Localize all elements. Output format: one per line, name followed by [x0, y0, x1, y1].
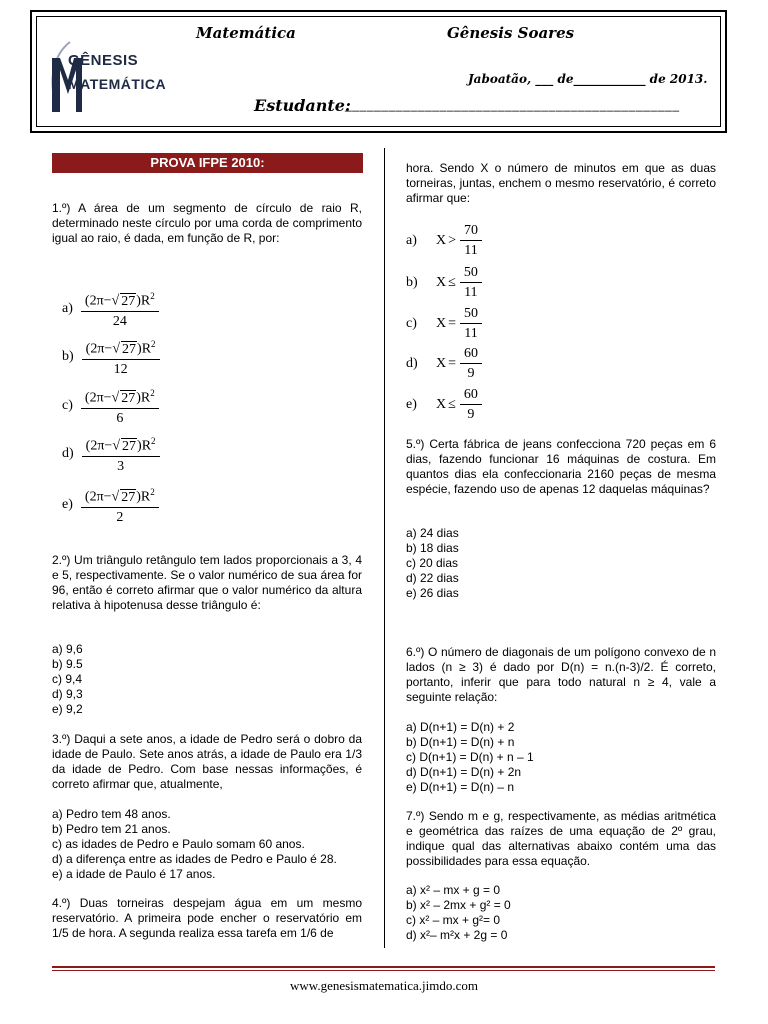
q4-option-a-numerator: 70: [460, 222, 482, 241]
q4-option-e-fraction: [460, 386, 482, 423]
q1-option-d-numerator: (2π−√ $27)R^2$: [82, 433, 160, 457]
q7-text: 7.º) Sendo m e g, respectivamente, as médias aritmética e geométrica das raízes de uma equação de 2º grau, indique qual das alternativas abaixo contém uma das possibilidades para essa equação.: [406, 809, 716, 868]
q4-option-b-var: X: [436, 274, 447, 290]
student-line[interactable]: ______________________________________________: [345, 98, 680, 112]
q1-a-r: R: [140, 293, 151, 309]
q5-option-a[interactable]: a) 24 dias: [406, 526, 459, 540]
q1-option-d-fraction: [82, 433, 160, 475]
q1-option-a-letter: a): [62, 300, 73, 316]
q2-option-d[interactable]: d) 9,3: [52, 687, 83, 701]
logo-line-1: GÊNESIS: [68, 52, 139, 69]
exam-title: PROVA IFPE 2010:: [52, 153, 363, 173]
q1-option-b[interactable]: [62, 336, 160, 378]
q1-b-radicand: 27: [122, 341, 137, 357]
footer-rule-thin: [52, 970, 715, 971]
q4-option-c-fraction: [460, 305, 482, 342]
q1-c-r: R: [140, 390, 151, 406]
q3-option-b[interactable]: b) Pedro tem 21 anos.: [52, 822, 171, 836]
q1-c-twopi: 2π: [89, 390, 104, 406]
q1-option-e-letter: e): [62, 496, 73, 512]
q6-option-d[interactable]: d) D(n+1) = D(n) + 2n: [406, 765, 522, 779]
q4-option-d-letter: d): [406, 355, 418, 371]
q1-e-twopi: 2π: [89, 489, 104, 505]
q5-option-b[interactable]: b) 18 dias: [406, 541, 459, 555]
q1-option-b-numerator: (2π−√ $27)R^2$: [82, 336, 160, 360]
q2-option-a[interactable]: a) 9,6: [52, 642, 83, 656]
q4-option-d[interactable]: [406, 345, 482, 382]
q1-text: 1.º) A área de um segmento de círculo de raio R, determinado neste círculo por uma corda de comprimento igual ao raio, é dada, em função de R, por:: [52, 201, 362, 245]
q1-b-exp: 2: [151, 339, 156, 349]
q1-option-b-fraction: [82, 336, 160, 378]
q4-option-e-var: X: [436, 396, 447, 412]
q7-option-a[interactable]: a) x² – mx + g = 0: [406, 883, 501, 897]
q2-option-c[interactable]: c) 9,4: [52, 672, 83, 686]
q1-b-r: R: [141, 341, 152, 357]
q5-option-e[interactable]: e) 26 dias: [406, 586, 459, 600]
q4-option-a-letter: a): [406, 232, 417, 248]
q3-option-a[interactable]: a) Pedro tem 48 anos.: [52, 807, 171, 821]
q6-text: 6.º) O número de diagonais de um polígono convexo de n lados (n ≥ 3) é dado por D(n) = n.(n-3)/2. É correto, portanto, inferir que para todo natural n ≥ 4, vale a seguinte relação:: [406, 645, 716, 704]
q4-option-c[interactable]: [406, 305, 482, 342]
q4-option-b-op: ≤: [448, 274, 456, 290]
q4-option-a-op: >: [448, 232, 457, 248]
q5-option-c[interactable]: c) 20 dias: [406, 556, 459, 570]
q1-c-exp: 2: [150, 388, 155, 398]
q1-a-exp: 2: [150, 291, 155, 301]
q1-option-e[interactable]: [62, 484, 159, 526]
q1-e-exp: 2: [150, 487, 155, 497]
student-label: Estudante:: [254, 96, 351, 115]
q4-option-c-var: X: [436, 315, 447, 331]
q4-option-b-fraction: [460, 264, 482, 301]
q4-option-e-letter: e): [406, 396, 417, 412]
q4-option-e[interactable]: [406, 386, 482, 423]
q1-option-c-denominator: 6: [116, 410, 124, 426]
subject-title: Matemática: [196, 24, 296, 42]
q1-a-radicand: 27: [121, 293, 136, 309]
q4-option-c-op: =: [448, 315, 457, 331]
q1-option-a-numerator: (2π−√ $27)R^2$: [81, 288, 159, 312]
q1-e-radicand: 27: [121, 489, 136, 505]
q1-option-c-numerator: (2π−√ $27)R^2$: [81, 385, 159, 409]
q3-options: [52, 807, 337, 882]
q1-option-d-letter: d): [62, 445, 74, 461]
q4-option-b-letter: b): [406, 274, 418, 290]
q3-option-d[interactable]: d) a diferença entre as idades de Pedro e Paulo é 28.: [52, 852, 337, 866]
q1-a-twopi: 2π: [89, 293, 104, 309]
q4-option-b[interactable]: [406, 264, 482, 301]
logo-line-2: MATEMÁTICA: [68, 76, 167, 92]
q4-option-d-numerator: 60: [460, 345, 482, 364]
q1-option-e-numerator: (2π−√ $27)R^2$: [81, 484, 159, 508]
q3-option-c[interactable]: c) as idades de Pedro e Paulo somam 60 anos.: [52, 837, 305, 851]
q4-option-d-denominator: 9: [467, 366, 475, 381]
q1-d-radicand: 27: [122, 438, 137, 454]
q6-option-b[interactable]: b) D(n+1) = D(n) + n: [406, 735, 515, 749]
logo-swoosh-icon: [42, 24, 162, 124]
q7-option-d[interactable]: d) x²– m²x + 2g = 0: [406, 928, 508, 942]
q3-text: 3.º) Daqui a sete anos, a idade de Pedro será o dobro da idade de Paulo. Sete anos atrás, a idade de Paulo era 1/3 da idade de Pedro. Com base nessas informações, é correto afirmar que, atualmente,: [52, 732, 362, 791]
q3-option-e[interactable]: e) a idade de Paulo é 17 anos.: [52, 867, 216, 881]
date-line: Jaboatão, ___ de____________ de 2013.: [468, 72, 708, 86]
q2-options: [52, 642, 83, 717]
q4-option-b-denominator: 11: [464, 285, 478, 300]
q4-option-a-fraction: [460, 222, 482, 259]
q1-option-d[interactable]: [62, 433, 160, 475]
q5-options: [406, 526, 459, 601]
q4-option-b-numerator: 50: [460, 264, 482, 283]
q4-text-part2: hora. Sendo X o número de minutos em que as duas torneiras, juntas, enchem o mesmo reservatório, é correto afirmar que:: [406, 161, 716, 205]
q6-option-e[interactable]: e) D(n+1) = D(n) – n: [406, 780, 515, 794]
q1-d-exp: 2: [151, 436, 156, 446]
q2-text: 2.º) Um triângulo retângulo tem lados proporcionais a 3, 4 e 5, respectivamente. Se o valor numérico de sua área for 96, então é correto afirmar que o valor numérico da altura relativa à hipotenusa desse triângulo é:: [52, 553, 362, 612]
q1-d-r: R: [141, 438, 152, 454]
column-divider: [384, 148, 385, 948]
q1-option-e-denominator: 2: [116, 509, 124, 525]
q6-option-a[interactable]: a) D(n+1) = D(n) + 2: [406, 720, 515, 734]
q6-option-c[interactable]: c) D(n+1) = D(n) + n – 1: [406, 750, 534, 764]
q1-option-c-fraction: [81, 385, 159, 427]
q2-option-e[interactable]: e) 9,2: [52, 702, 83, 716]
q1-c-radicand: 27: [121, 390, 136, 406]
q4-option-e-op: ≤: [448, 396, 456, 412]
q4-text-part1: 4.º) Duas torneiras despejam água em um mesmo reservatório. A primeira pode encher o reservatório em 1/5 de hora. A segunda realiza essa tarefa em 1/6 de: [52, 896, 362, 940]
q5-text: 5.º) Certa fábrica de jeans confecciona 720 peças em 6 dias, fazendo funcionar 16 máquinas de costura. Em quantos dias ela confeccionaria 2160 peças de mesma espécie, fazendo uso de apenas 12 daquelas máquinas?: [406, 437, 716, 496]
q4-option-d-var: X: [436, 355, 447, 371]
q4-option-e-denominator: 9: [467, 407, 475, 422]
q1-option-a-denominator: 24: [112, 313, 127, 329]
logo: [42, 24, 167, 124]
q4-option-a[interactable]: [406, 222, 482, 259]
q4-option-c-denominator: 11: [464, 326, 478, 341]
q1-option-a[interactable]: [62, 288, 159, 330]
q1-d-twopi: 2π: [90, 438, 105, 454]
q2-option-b[interactable]: b) 9.5: [52, 657, 83, 671]
q4-option-c-letter: c): [406, 315, 417, 331]
q1-option-a-fraction: [81, 288, 159, 330]
teacher-name: Gênesis Soares: [447, 24, 575, 42]
q1-option-c-letter: c): [62, 397, 73, 413]
footer-url[interactable]: www.genesismatematica.jimdo.com: [290, 978, 478, 993]
q1-option-c[interactable]: [62, 385, 159, 427]
q5-option-d[interactable]: d) 22 dias: [406, 571, 459, 585]
q4-option-a-denominator: 11: [464, 243, 478, 258]
q4-option-e-numerator: 60: [460, 386, 482, 405]
q1-b-twopi: 2π: [90, 341, 105, 357]
q1-option-d-denominator: 3: [117, 458, 125, 474]
q1-option-e-fraction: [81, 484, 159, 526]
q1-option-b-letter: b): [62, 348, 74, 364]
q4-option-d-op: =: [448, 355, 457, 371]
q7-option-b[interactable]: b) x² – 2mx + g² = 0: [406, 898, 511, 912]
q4-option-a-var: X: [436, 232, 447, 248]
footer-rule-thick: [52, 966, 715, 968]
q6-options: [406, 720, 534, 795]
q1-e-r: R: [140, 489, 151, 505]
q4-option-d-fraction: [460, 345, 482, 382]
q7-options: [406, 883, 511, 943]
q4-option-c-numerator: 50: [460, 305, 482, 324]
q7-option-c[interactable]: c) x² – mx + g²= 0: [406, 913, 501, 927]
q1-option-b-denominator: 12: [113, 361, 128, 377]
